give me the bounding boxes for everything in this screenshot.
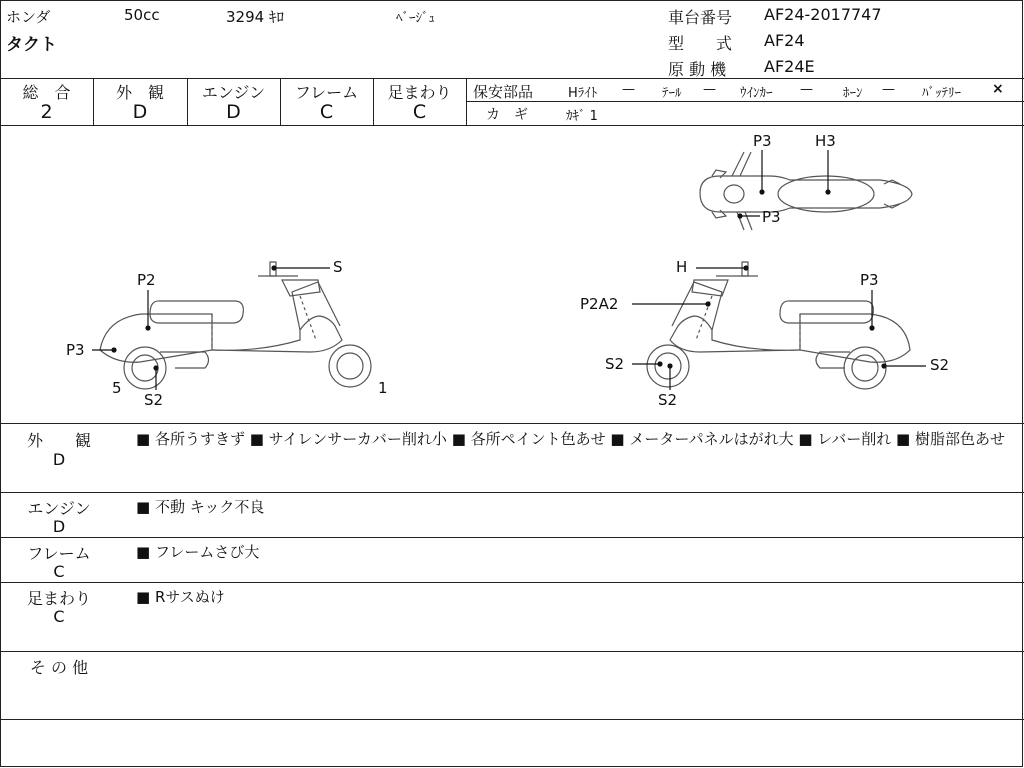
grade-label: 外 観 xyxy=(115,83,164,102)
grade-label: エンジン xyxy=(201,83,266,102)
displacement: 50cc xyxy=(124,6,160,24)
safety-item-value: × xyxy=(992,81,1004,97)
divider xyxy=(0,492,1024,493)
safety-item-name: Hﾗｲﾄ xyxy=(568,86,598,101)
safety-item-value: — xyxy=(703,82,716,97)
divider xyxy=(0,719,1024,720)
marker-label: P3 xyxy=(860,271,879,289)
grade-value: C xyxy=(412,101,427,123)
scooter-top-view xyxy=(700,152,912,230)
safety-item-name: ｳｲﾝｶｰ xyxy=(740,86,773,101)
model-type: AF24 xyxy=(764,31,805,50)
remarks-label: 外 観 xyxy=(26,431,91,450)
grade-label: 総 合 xyxy=(22,83,71,102)
safety-parts-label: 保安部品 xyxy=(473,83,534,101)
body-color: ﾍﾞｰｼﾞｭ xyxy=(396,11,435,26)
marker-label: S xyxy=(333,258,343,276)
marker-label: P3 xyxy=(762,208,781,226)
remarks-text: ■ Rサスぬけ xyxy=(136,588,225,606)
grade-value: D xyxy=(132,101,148,123)
remarks-grade: C xyxy=(53,562,65,581)
key-value: ｶｷﾞ 1 xyxy=(566,109,598,124)
remarks-label: 足まわり xyxy=(26,589,91,608)
safety-item-value: — xyxy=(622,82,635,97)
safety-item-value: — xyxy=(800,82,813,97)
remarks-text: ■ フレームさび大 xyxy=(136,543,260,561)
divider xyxy=(466,101,1024,102)
marker-label: S2 xyxy=(605,355,625,373)
frame-number: AF24-2017747 xyxy=(764,5,882,24)
marker-label: S2 xyxy=(930,356,950,374)
damage-diagram xyxy=(0,126,1024,422)
marker-label: S2 xyxy=(144,391,164,409)
remarks-label: フレーム xyxy=(27,544,91,563)
engine-model-label: 原 動 機 xyxy=(668,60,727,79)
safety-item-name: ﾃｰﾙ xyxy=(662,86,682,101)
marker-label: P2A2 xyxy=(580,295,619,313)
frame-number-label: 車台番号 xyxy=(668,8,733,27)
remarks-grade: D xyxy=(52,450,66,469)
marker-label: 5 xyxy=(112,379,122,397)
divider xyxy=(0,423,1024,424)
grade-value: 2 xyxy=(40,101,53,123)
divider xyxy=(0,78,1024,79)
marker-label: H3 xyxy=(815,132,836,150)
remarks-label: エンジン xyxy=(27,499,91,518)
divider xyxy=(0,651,1024,652)
divider xyxy=(0,537,1024,538)
model-type-label: 型 式 xyxy=(668,34,733,53)
grade-label: フレーム xyxy=(294,83,359,102)
marker-label: 1 xyxy=(378,379,388,397)
remarks-text: ■ 不動 キック不良 xyxy=(136,498,265,516)
safety-item-name: ﾊﾞｯﾃﾘｰ xyxy=(922,86,961,101)
model-name: タクト xyxy=(6,35,57,55)
safety-item-name: ﾎｰﾝ xyxy=(843,86,863,101)
remarks-label: そ の 他 xyxy=(29,658,89,677)
engine-model: AF24E xyxy=(764,57,815,76)
grade-value: D xyxy=(226,101,241,123)
remarks-text: ■ 各所うすきず ■ サイレンサーカバー削れ小 ■ 各所ペイント色あせ ■ メーターパネルはがれ大 ■ レバー削れ ■ 樹脂部色あせ xyxy=(136,430,1005,448)
marker-label: P2 xyxy=(137,271,156,289)
marker-label: P3 xyxy=(66,341,85,359)
divider xyxy=(0,582,1024,583)
remarks-grade: C xyxy=(53,607,65,626)
marker-label: P3 xyxy=(753,132,772,150)
grade-label: 足まわり xyxy=(387,83,452,102)
marker-label: H xyxy=(676,258,688,276)
key-label: カ ギ xyxy=(486,107,528,123)
marker-label: S2 xyxy=(658,391,678,409)
grade-value: C xyxy=(319,101,334,123)
maker: ホンダ xyxy=(6,8,51,26)
remarks-grade: D xyxy=(52,517,66,536)
safety-item-value: — xyxy=(882,82,895,97)
mileage: 3294 ｷﾛ xyxy=(226,8,284,26)
